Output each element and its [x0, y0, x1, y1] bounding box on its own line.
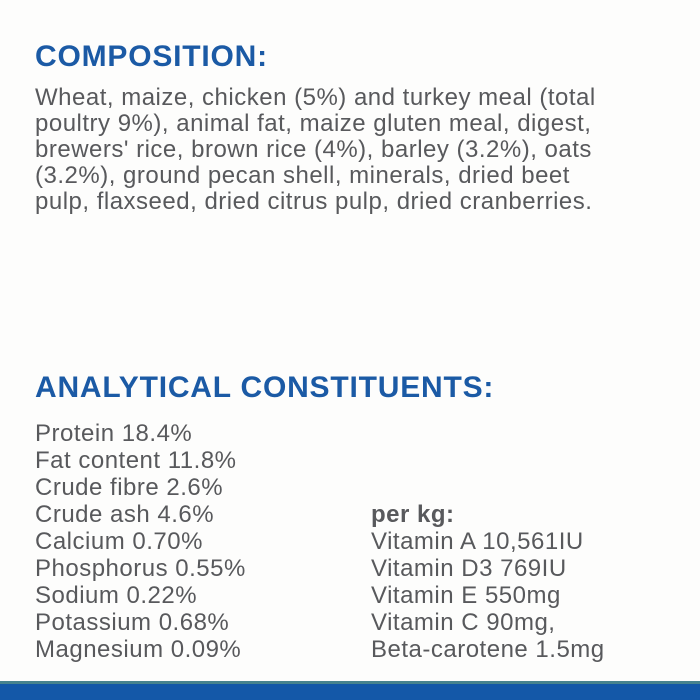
vitamins-column: [371, 420, 605, 663]
analytical-constituents-heading: ANALYTICAL CONSTITUENTS:: [35, 371, 495, 404]
bottom-accent-bar: [0, 681, 700, 700]
constituent-row: Phosphorus 0.55%: [35, 555, 246, 582]
composition-text: [35, 85, 596, 215]
composition-line: (3.2%), ground pecan shell, minerals, dried beet: [35, 162, 570, 189]
constituent-row: Protein 18.4%: [35, 420, 193, 447]
composition-heading: COMPOSITION:: [35, 40, 268, 73]
constituent-row: Sodium 0.22%: [35, 582, 198, 609]
vitamin-row: Vitamin D3 769IU: [371, 555, 567, 582]
constituents-column: [35, 420, 371, 663]
constituent-row: Magnesium 0.09%: [35, 636, 242, 663]
constituent-row: Calcium 0.70%: [35, 528, 203, 555]
vitamin-row: Beta-carotene 1.5mg: [371, 636, 605, 663]
composition-line: poultry 9%), animal fat, maize gluten meal, digest,: [35, 110, 592, 137]
constituent-row: Fat content 11.8%: [35, 447, 237, 474]
composition-line: brewers' rice, brown rice (4%), barley (3.2%), oats: [35, 136, 592, 163]
vitamin-row: Vitamin E 550mg: [371, 582, 561, 609]
constituent-row: Potassium 0.68%: [35, 609, 230, 636]
vitamin-row: Vitamin C 90mg,: [371, 609, 556, 636]
composition-line: pulp, flaxseed, dried citrus pulp, dried cranberries.: [35, 188, 593, 215]
composition-line: Wheat, maize, chicken (5%) and turkey meal (total: [35, 84, 596, 111]
constituent-row: Crude ash 4.6%: [35, 501, 215, 528]
per-kg-label: per kg:: [371, 501, 455, 528]
analytical-table: [35, 420, 605, 663]
constituent-row: Crude fibre 2.6%: [35, 474, 224, 501]
vitamin-row: Vitamin A 10,561IU: [371, 528, 584, 555]
